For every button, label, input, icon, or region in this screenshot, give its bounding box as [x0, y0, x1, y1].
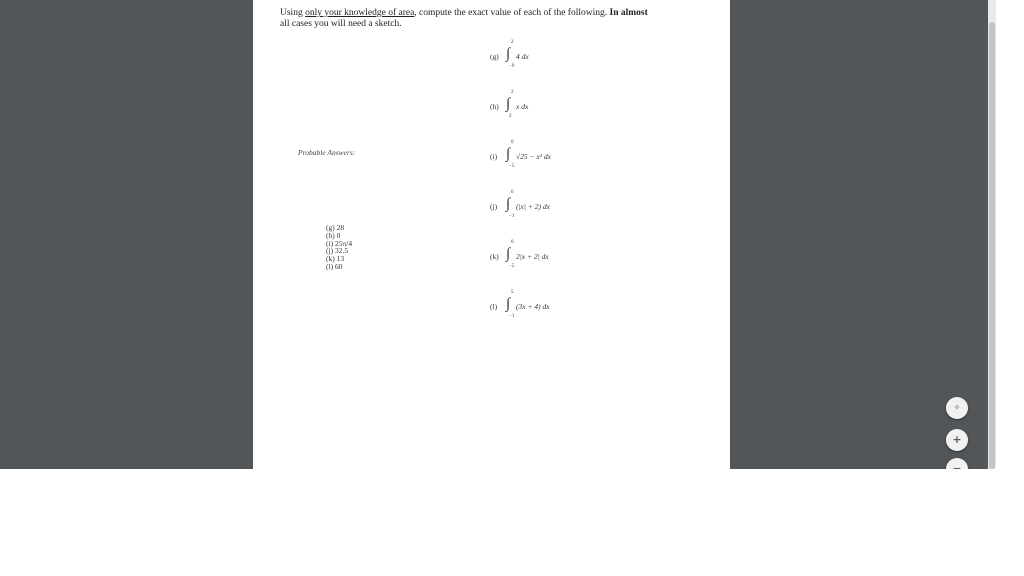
- integrand: (|x| + 2) dx: [516, 202, 550, 211]
- integral-sign: ∫: [506, 246, 511, 262]
- lower-limit: −1: [509, 314, 515, 319]
- instructions-bold: In almost: [609, 8, 648, 18]
- integral-sign: ∫: [506, 96, 511, 112]
- upper-limit: 6: [511, 190, 514, 195]
- lower-limit: −5: [509, 264, 515, 269]
- instructions-text-2: , compute the exact value of each of the following.: [414, 8, 610, 18]
- instructions: [280, 8, 710, 29]
- scrollbar-thumb[interactable]: [989, 22, 995, 469]
- problem-g: [490, 40, 590, 72]
- problem-label: (l): [490, 302, 498, 311]
- integral-sign: ∫: [506, 46, 511, 62]
- problem-i: [490, 140, 590, 172]
- upper-limit: 0: [511, 140, 514, 145]
- upper-limit: 0: [511, 240, 514, 245]
- integrand: x dx: [516, 102, 529, 111]
- integral-sign: ∫: [506, 196, 511, 212]
- problem-label: (g): [490, 52, 499, 61]
- problem-l: [490, 290, 590, 322]
- instructions-line-2: all cases you will need a sketch.: [280, 18, 402, 29]
- upper-limit: 5: [511, 290, 514, 295]
- plus-icon: +: [952, 433, 962, 446]
- integrand: 4 dx: [516, 52, 529, 61]
- minus-icon: −: [952, 462, 962, 469]
- zoom-in-button[interactable]: [946, 429, 968, 451]
- instructions-text: Using: [280, 8, 306, 18]
- integrand: 2|x + 2| dx: [516, 252, 549, 261]
- problem-label: (h): [490, 102, 499, 111]
- problem-label: (k): [490, 252, 499, 261]
- problem-label: (i): [490, 152, 498, 161]
- fit-page-button[interactable]: [946, 397, 968, 419]
- document-page: [253, 0, 730, 469]
- problem-k: [490, 240, 590, 272]
- integrand: √25 − x² dx: [516, 152, 551, 161]
- integrand: (3x + 4) dx: [516, 302, 550, 311]
- problem-label: (j): [490, 202, 498, 211]
- lower-limit: 2: [509, 114, 512, 119]
- probable-answers-list: [326, 224, 352, 278]
- problem-h: [490, 90, 590, 122]
- lower-limit: −9: [509, 64, 515, 69]
- upper-limit: 2: [511, 40, 514, 45]
- fit-page-icon: ✧: [953, 403, 961, 412]
- upper-limit: 2: [511, 90, 514, 95]
- answer-item: (g) 28: [326, 224, 345, 232]
- vertical-scrollbar[interactable]: [988, 0, 996, 469]
- problem-j: [490, 190, 590, 222]
- answer-item: (h) 0: [326, 230, 341, 240]
- integral-sign: ∫: [506, 296, 511, 312]
- answer-item: (l) 60: [326, 261, 343, 271]
- probable-answers-label: Probable Answers:: [298, 148, 356, 157]
- instructions-underlined: only your knowledge of area: [305, 8, 415, 18]
- lower-limit: −1: [509, 214, 515, 219]
- integral-sign: ∫: [506, 146, 511, 162]
- answer-item: (k) 13: [326, 254, 345, 264]
- answer-item: (i) 25π/4: [326, 238, 353, 248]
- zoom-out-button[interactable]: [946, 458, 968, 469]
- lower-limit: −5: [509, 164, 515, 169]
- answer-item: (j) 32.5: [326, 246, 349, 256]
